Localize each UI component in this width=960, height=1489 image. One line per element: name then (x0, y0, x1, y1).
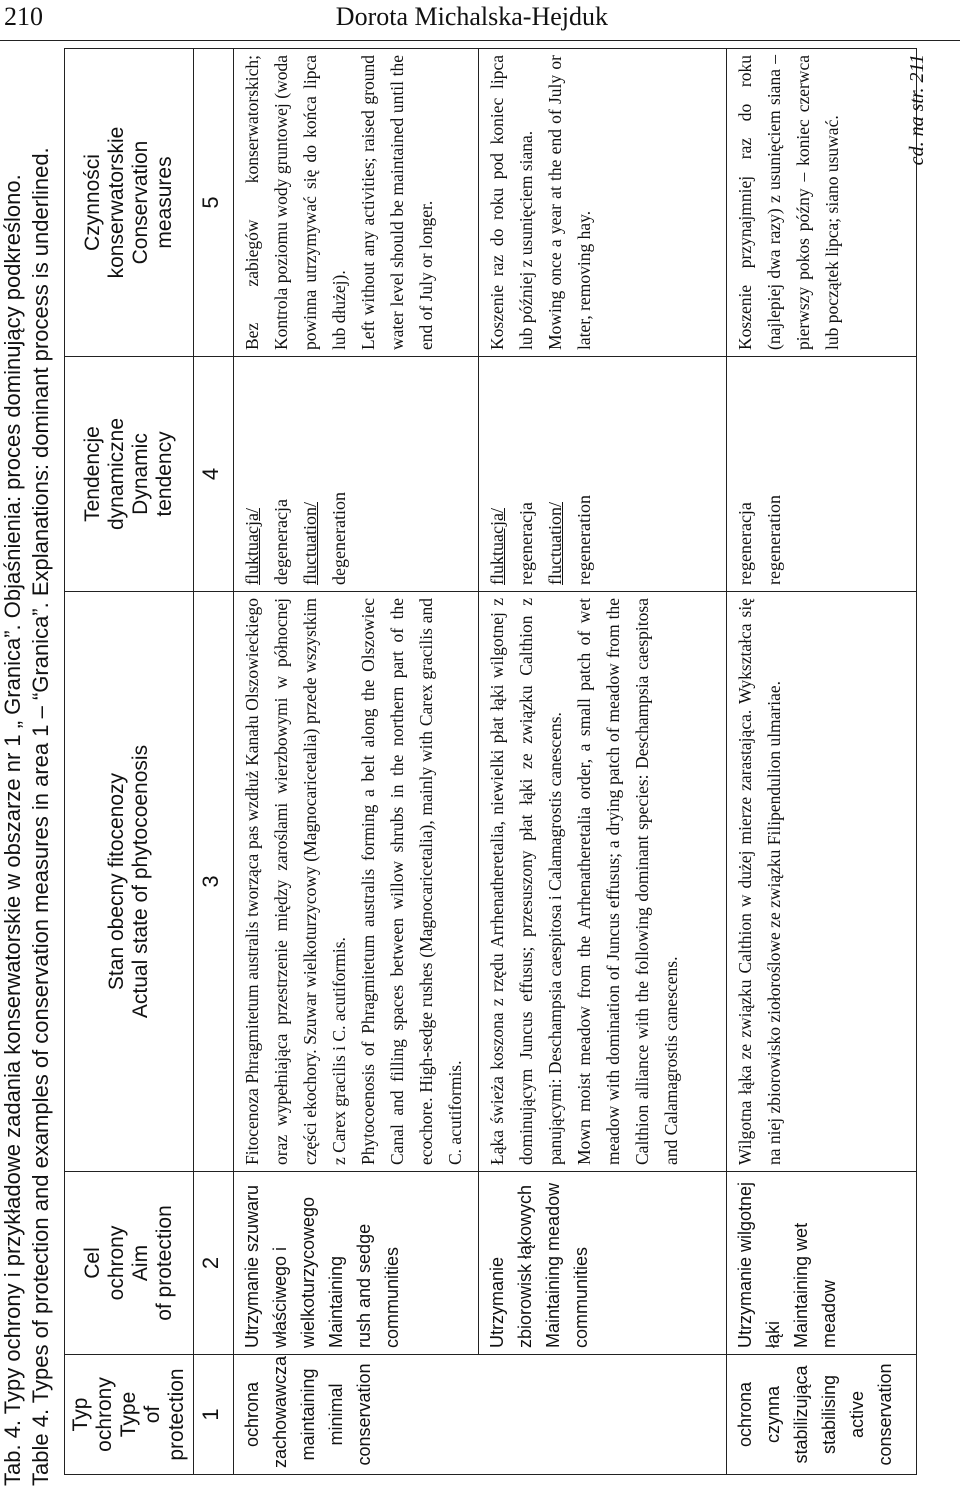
measures-cell: Koszenie przynajmniej raz do roku (najlepiej dwa razy) z usunięciem siana – pierwszy pokos późny – koniec czerwca lub początek lipca; siano usuwać. (727, 49, 917, 357)
aim-cell: Utrzymanie zbiorowisk łąkowych Maintaining meadow communities (479, 1172, 727, 1355)
column-number-row (194, 49, 234, 1475)
col-header-type: Typ ochrony Type of protection (65, 1355, 194, 1475)
state-cell: Fitocenoza Phragmitetum australis tworząca pas wzdłuż Kanału Olszowieckiego oraz wypełniająca przestrzenie między zaroślami wierzbowymi w północnej części ekochory. Szuwar wielkoturzycowy (Magnocaricetalia) przede wszystkim z Carex gracilis i C. acutiformis. Phytocoenosis of Phragmitetum australis forming a belt along the Olszowiec Canal and filling spaces between willow shrubs in the northern part of the ecochore. High-sedge rushes (Magnocaricetalia), mainly with Carex gracilis and C. acutiformis. (234, 592, 479, 1172)
type-cell-active: ochrona czynna stabilizująca stabilising active conservation (727, 1355, 917, 1475)
measures-cell: Koszenie raz do roku pod koniec lipca lub później z usunięciem siana. Mowing once a year at the end of July or later, removing hay. (479, 49, 727, 357)
state-cell: Łąka świeża koszona z rzędu Arrhenatheretalia, niewielki płat łąki wilgotnej z dominującym Juncus effusus; przesuszony płat łąki ze związku Calthion z panującymi: Deschampsia caespitosa i Calamagrostis canescens. Mown moist meadow from the Arrhenatheretalia order, a small patch of wet meadow with domination of Juncus effusus; a drying patch of meadow from the Calthion alliance with the following dominant species: Deschampsia caespitosa and Calamagrostis canescens. (479, 592, 727, 1172)
tendency-cell: fluktuacja/ degeneracja fluctuation/ degeneration (234, 357, 479, 592)
caption-polish: Tab. 4. Typy ochrony i przykładowe zadania konserwatorskie w obszarze nr 1 „ Granica”. Objaśnienia: proces dominujący podkreślono. (0, 174, 25, 1486)
col-header-tendency: Tendencje dynamiczne Dynamic tendency (65, 357, 194, 592)
state-cell: Wilgotna łąka ze związku Calthion w dużej mierze zarastająca. Wykształca się na niej zbiorowisko ziołoroślowe ze związku Filipendulion ulmariae. (727, 592, 917, 1172)
type-cell-minimal: ochrona zachowawcza maintaining minimal conservation (234, 1355, 727, 1475)
measures-cell: Bez zabiegów konserwatorskich; Kontrola poziomu wody gruntowej (woda powinna utrzymywać się do końca lipca lub dłużej). Left without any activities; raised ground water level should be maintained until the end of July or longer. (234, 49, 479, 357)
table-row (479, 49, 727, 1475)
tendency-cell: fluktuacja/ regeneracja fluctuation/ regeneration (479, 357, 727, 592)
aim-cell: Utrzymanie szuwaru właściwego i wielkoturzycowego Maintaining rush and sedge communities (234, 1172, 479, 1355)
col-number-4: 4 (194, 357, 234, 592)
col-header-state: Stan obecny fitocenozy Actual state of phytocoenosis (65, 592, 194, 1172)
col-number-3: 3 (194, 592, 234, 1172)
continuation-note: cd. na str. 211 (906, 54, 928, 166)
table-row (234, 49, 479, 1475)
protection-table (64, 48, 917, 1475)
rotated-table-page (0, 40, 960, 1489)
running-head-author: Dorota Michalska-Hejduk (335, 2, 608, 31)
header-row (65, 49, 194, 1475)
col-header-measures: Czynności konserwatorskie Conservation measures (65, 49, 194, 357)
tendency-cell: regeneracja regeneration (727, 357, 917, 592)
caption-english: Table 4. Types of protection and examples of conservation measures in area 1 – “Granica”. Explanations: dominant process is underlined. (28, 147, 53, 1486)
aim-cell: Utrzymanie wilgotnej łąki Maintaining wet meadow (727, 1172, 917, 1355)
col-header-aim: Cel ochrony Aim of protection (65, 1172, 194, 1355)
page-number: 210 (4, 2, 43, 31)
table-row (727, 49, 917, 1475)
col-number-2: 2 (194, 1172, 234, 1355)
col-number-5: 5 (194, 49, 234, 357)
page-header (0, 0, 960, 40)
col-number-1: 1 (194, 1355, 234, 1475)
